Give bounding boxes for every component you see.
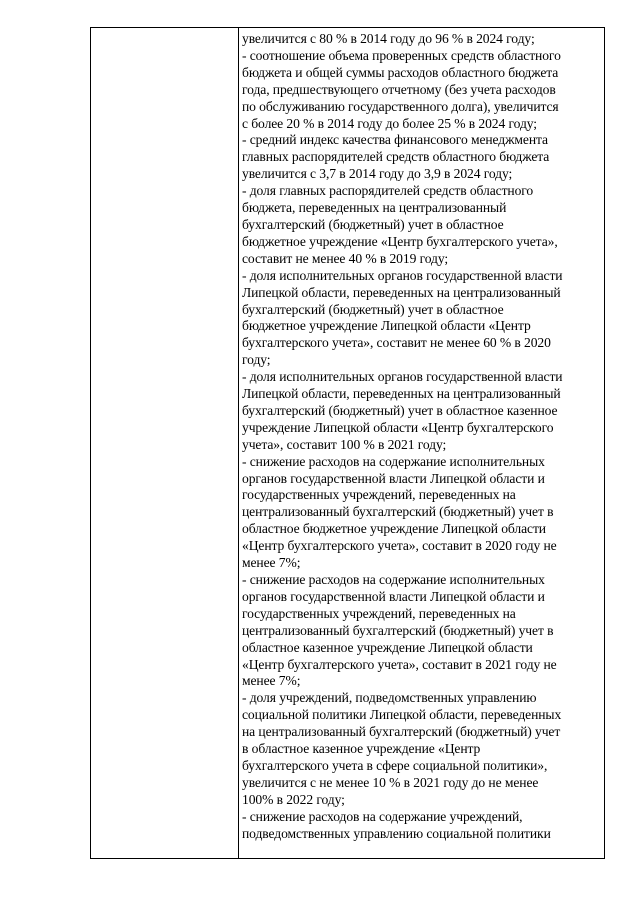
text-line: - снижение расходов на содержание учреждений, <box>242 808 523 824</box>
text-line: бюджетное учреждение Липецкой области «Центр <box>242 318 531 334</box>
text-line: с более 20 % в 2014 году до более 25 % в 2024 году; <box>242 115 537 131</box>
text-line: по обслуживанию государственного долга), увеличится <box>242 98 559 114</box>
text-line: подведомственных управлению социальной политики <box>242 825 551 841</box>
document-table <box>90 27 605 859</box>
text-line: году; <box>242 352 271 368</box>
text-line: - доля учреждений, подведомственных управлению <box>242 690 537 706</box>
text-line: областное казенное учреждение Липецкой области <box>242 639 533 655</box>
text-line: увеличится с 3,7 в 2014 году до 3,9 в 2024 году; <box>242 166 513 182</box>
text-line: «Центр бухгалтерского учета», составит в 2020 году не <box>242 538 557 554</box>
text-line: - снижение расходов на содержание исполнительных <box>242 572 545 587</box>
text-line: - средний индекс качества финансового менеджмента <box>242 132 548 148</box>
text-line: составит не менее 40 % в 2019 году; <box>242 250 449 266</box>
text-line: учета», составит 100 % в 2021 году; <box>242 436 447 452</box>
text-line: Липецкой области, переведенных на централизованный <box>242 386 561 402</box>
text-line: бухгалтерский (бюджетный) учет в областное <box>242 301 504 317</box>
text-line: - соотношение объема проверенных средств областного <box>242 47 561 63</box>
text-line: бухгалтерского учета в сфере социальной политики», <box>242 757 548 773</box>
text-line: государственных учреждений, переведенных на <box>242 487 516 503</box>
text-line: в областное казенное учреждение «Центр <box>242 741 481 757</box>
table-right-column <box>239 28 604 858</box>
text-line: - доля исполнительных органов государственной власти <box>242 369 563 385</box>
text-line: областное бюджетное учреждение Липецкой области <box>242 521 546 537</box>
text-line: 100% в 2022 году; <box>242 791 345 807</box>
text-line: увеличится с 80 % в 2014 году до 96 % в 2024 году; <box>242 31 535 46</box>
text-line: - доля главных распорядителей средств областного <box>242 183 534 199</box>
text-line: - доля исполнительных органов государственной власти <box>242 267 563 283</box>
text-line: централизованный бухгалтерский (бюджетный) учет в <box>242 622 554 638</box>
text-line: бухгалтерский (бюджетный) учет в областное <box>242 216 504 232</box>
table-left-column <box>91 28 239 858</box>
text-line: «Центр бухгалтерского учета», составит в 2021 году не <box>242 656 557 672</box>
text-line: государственных учреждений, переведенных на <box>242 605 516 621</box>
text-line: Липецкой области, переведенных на централизованный <box>242 284 561 300</box>
text-line: на централизованный бухгалтерский (бюджетный) учет <box>242 724 561 740</box>
text-line: бухгалтерского учета», составит не менее 60 % в 2020 <box>242 335 551 351</box>
text-line: года, предшествующего отчетному (без учета расходов <box>242 81 556 97</box>
text-line: главных распорядителей средств областного бюджета <box>242 149 550 165</box>
text-line: социальной политики Липецкой области, переведенных <box>242 707 562 723</box>
text-line: увеличится с не менее 10 % в 2021 году до не менее <box>242 774 539 790</box>
text-line: бюджета, переведенных на централизованный <box>242 200 507 216</box>
text-line: бюджета и общей суммы расходов областного бюджета <box>242 64 559 80</box>
text-line: бюджетное учреждение «Центр бухгалтерского учета», <box>242 233 558 249</box>
text-line: менее 7%; <box>242 673 301 689</box>
text-line: учреждение Липецкой области «Центр бухгалтерского <box>242 419 554 435</box>
text-line: бухгалтерский (бюджетный) учет в областное казенное <box>242 402 558 418</box>
text-line: менее 7%; <box>242 555 301 571</box>
text-line: органов государственной власти Липецкой области и <box>242 470 545 486</box>
text-line: централизованный бухгалтерский (бюджетный) учет в <box>242 504 554 520</box>
text-line: органов государственной власти Липецкой области и <box>242 588 545 604</box>
text-line: - снижение расходов на содержание исполнительных <box>242 453 545 469</box>
